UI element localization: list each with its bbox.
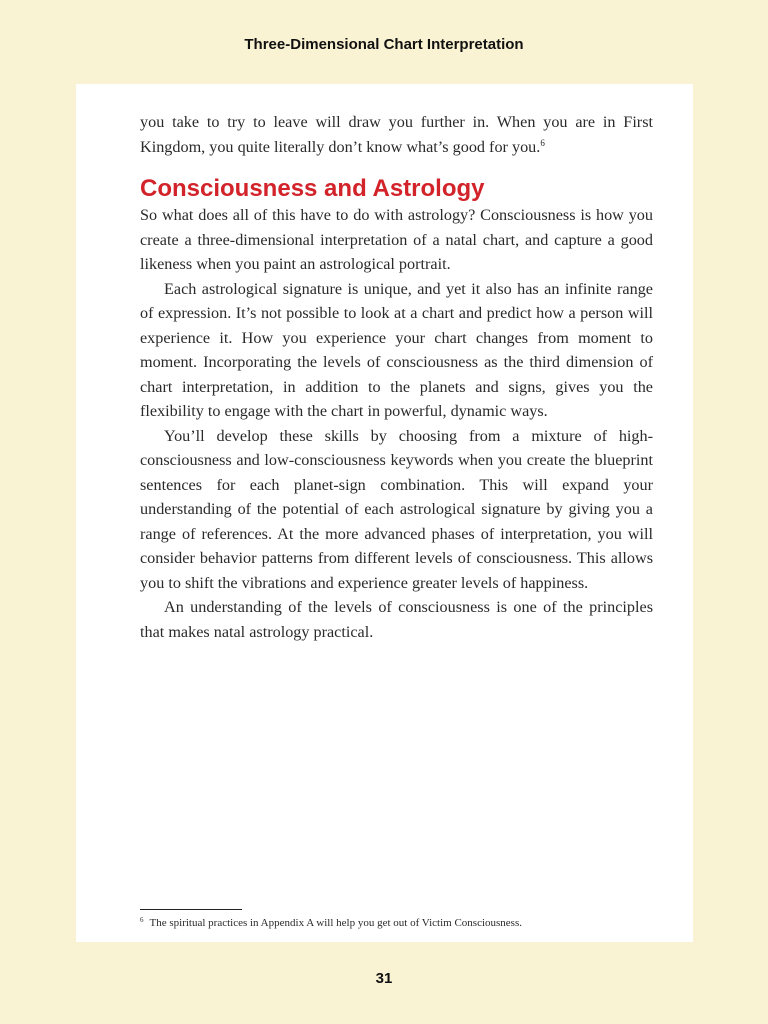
section-heading: Consciousness and Astrology <box>140 175 485 202</box>
paragraph: Each astrological signature is unique, and yet it also has an infinite range of expression. It’s not possible to look at a chart and predict how a person will experience it. How you experience your chart changes from moment to moment. Incorporating the levels of consciousness as the third dimension of chart interpretation, in addition to the planets and signs, gives you the flexibility to engage with the chart in powerful, dynamic ways. <box>140 279 653 420</box>
paragraph: An understanding of the levels of consciousness is one of the principles that makes natal astrology practical. <box>140 598 653 641</box>
footnote-mark: 6 <box>140 916 144 924</box>
body-text <box>140 110 653 644</box>
paragraph: You’ll develop these skills by choosing from a mixture of high-consciousness and low-consciousness keywords when you create the blueprint sentences for each planet-sign combination. This will expand your understanding of the potential of each astrological signature by giving you a range of references. At the more advanced phases of interpretation, you will consider behavior patterns from different levels of consciousness. This allows you to shift the vibrations and experience greater levels of happiness. <box>140 426 653 592</box>
running-header: Three-Dimensional Chart Interpretation <box>244 36 524 53</box>
intro-paragraph <box>140 110 653 159</box>
footnote-text: The spiritual practices in Appendix A will help you get out of Victim Consciousness. <box>149 917 522 929</box>
intro-paragraph-text: you take to try to leave will draw you further in. When you are in First Kingdom, you quite literally don’t know what’s good for you. <box>140 113 653 156</box>
page-number: 31 <box>375 970 393 987</box>
footnote-rule <box>140 909 242 910</box>
page-panel <box>76 84 693 942</box>
paragraph: So what does all of this have to do with astrology? Consciousness is how you create a three-dimensional interpretation of a natal chart, and capture a good likeness when you paint an astrological portrait. <box>140 206 653 273</box>
footnote-reference[interactable]: 6 <box>540 137 545 148</box>
footnote <box>140 916 653 929</box>
